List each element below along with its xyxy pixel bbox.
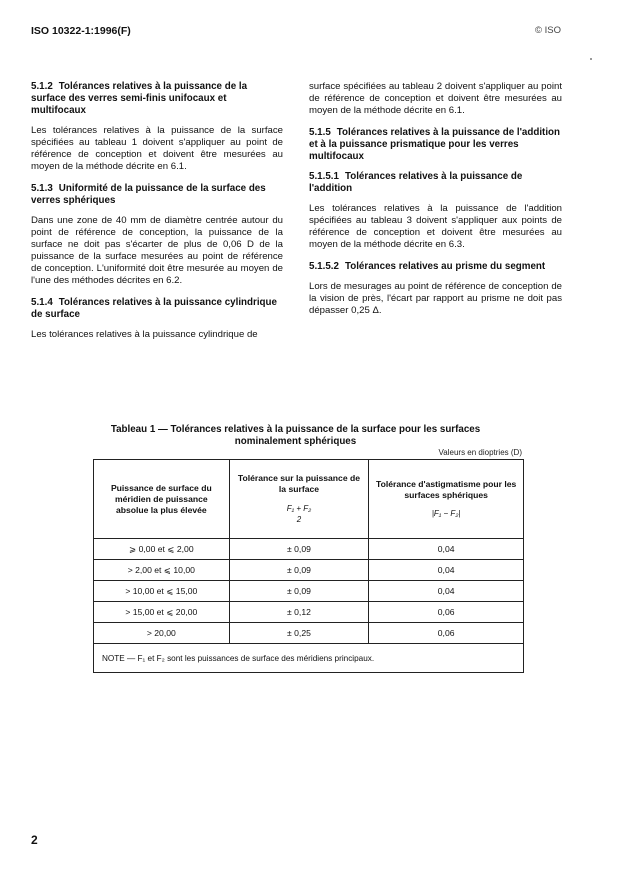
table-header-row [94, 460, 524, 539]
cell-astigmatism: 0,06 [369, 623, 524, 644]
section-5-1-4-continued: surface spécifiées au tableau 2 doivent s'appliquer au point de référence de conception et doivent être mesurées au moyen de la méthode décrite en 6.1. [309, 81, 562, 116]
table-unit: Valeurs en dioptries (D) [438, 448, 522, 457]
astigmatism-formula: |F₁ − F₂| [431, 509, 461, 518]
section-5-1-4-body: Les tolérances relatives à la puissance cylindrique de [31, 329, 258, 340]
column-header-power: Puissance de surface du méridien de puissance absolue la plus élevée [94, 460, 230, 539]
table-title: Tableau 1 — Tolérances relatives à la puissance de la surface pour les surfaces nominalement sphériques [110, 424, 481, 447]
table-note-row [94, 644, 524, 673]
section-5-1-3-body: Dans une zone de 40 mm de diamètre centrée autour du point de référence de conception, la puissance de la surface ne doit pas s'écarter de plus de 0,06 D de la puissance de la surface mesurées au point de référence de conception. L'uniformité doit être mesurée au moyen de l'une des méthodes décrites en 6.2. [31, 215, 283, 286]
right-column [309, 81, 562, 327]
cell-power: ⩾ 0,00 et ⩽ 2,00 [94, 539, 230, 560]
formula-numerator: F₁ + F₂ [286, 504, 312, 513]
cell-power: > 20,00 [94, 623, 230, 644]
copyright-mark: © ISO [534, 25, 561, 36]
cell-astigmatism: 0,04 [369, 560, 524, 581]
cell-tolerance: ± 0,09 [229, 539, 369, 560]
table-row [94, 539, 524, 560]
left-column [31, 81, 283, 351]
section-5-1-5-2-body: Lors de mesurages au point de référence de conception de la vision de près, l'écart par rapport au prisme ne doit pas dépasser 0,25 Δ. [309, 281, 562, 316]
cell-tolerance: ± 0,12 [229, 602, 369, 623]
section-5-1-2-body: Les tolérances relatives à la puissance de la surface spécifiées au tableau 1 doivent s'appliquer au point de référence de conception et doivent être mesurées au moyen de la méthode décrite en 6.1. [31, 125, 283, 172]
section-5-1-5-heading [309, 127, 562, 163]
section-number: 5.1.5 [309, 127, 331, 138]
section-number: 5.1.5.1 [309, 171, 339, 182]
section-title: Tolérances relatives à la puissance de l'addition et à la puissance prismatique pour les verres multifocaux [309, 127, 561, 162]
tolerance-table [93, 459, 524, 673]
section-5-1-4-heading [31, 297, 283, 321]
cell-tolerance: ± 0,09 [229, 581, 369, 602]
cell-tolerance: ± 0,09 [229, 560, 369, 581]
cell-astigmatism: 0,04 [369, 539, 524, 560]
section-title: Tolérances relatives au prisme du segment [344, 261, 546, 272]
column-header-astigmatism [369, 460, 524, 539]
mean-power-formula [236, 503, 363, 525]
header-label: Tolérance sur la puissance de la surface [237, 473, 361, 494]
scan-speck [590, 58, 592, 60]
cell-astigmatism: 0,06 [369, 602, 524, 623]
section-title: Uniformité de la puissance de la surface des verres sphériques [31, 183, 266, 206]
column-header-tolerance [229, 460, 369, 539]
section-5-1-5-2-heading [309, 261, 562, 273]
cell-astigmatism: 0,04 [369, 581, 524, 602]
section-5-1-2-heading [31, 81, 283, 117]
standard-reference: ISO 10322-1:1996(F) [31, 25, 131, 37]
table-row [94, 560, 524, 581]
section-number: 5.1.4 [31, 297, 53, 308]
section-5-1-3-heading [31, 183, 283, 207]
page-number: 2 [31, 833, 38, 847]
header-label: Tolérance d'astigmatisme pour les surfaces sphériques [375, 479, 517, 500]
section-title: Tolérances relatives à la puissance de l'addition [309, 171, 523, 194]
section-number: 5.1.2 [31, 81, 53, 92]
cell-power: > 15,00 et ⩽ 20,00 [94, 602, 230, 623]
section-number: 5.1.5.2 [309, 261, 339, 272]
table-row [94, 581, 524, 602]
cell-power: > 2,00 et ⩽ 10,00 [94, 560, 230, 581]
section-number: 5.1.3 [31, 183, 53, 194]
cell-power: > 10,00 et ⩽ 15,00 [94, 581, 230, 602]
formula-denominator: 2 [296, 515, 302, 524]
section-title: Tolérances relatives à la puissance de la surface des verres semi-finis unifocaux et multifocaux [31, 81, 248, 116]
table-row [94, 623, 524, 644]
section-5-1-5-1-heading [309, 171, 562, 195]
section-5-1-5-1-body: Les tolérances relatives à la puissance de l'addition spécifiées au tableau 3 doivent s'appliquer aux points de référence de conception et doivent être mesurées au moyen de la méthode décrite en 6.3. [309, 203, 562, 250]
section-title: Tolérances relatives à la puissance cylindrique de surface [31, 297, 277, 320]
cell-tolerance: ± 0,25 [229, 623, 369, 644]
table-row [94, 602, 524, 623]
table-note: NOTE — F₁ et F₂ sont les puissances de surface des méridiens principaux. [94, 644, 524, 673]
